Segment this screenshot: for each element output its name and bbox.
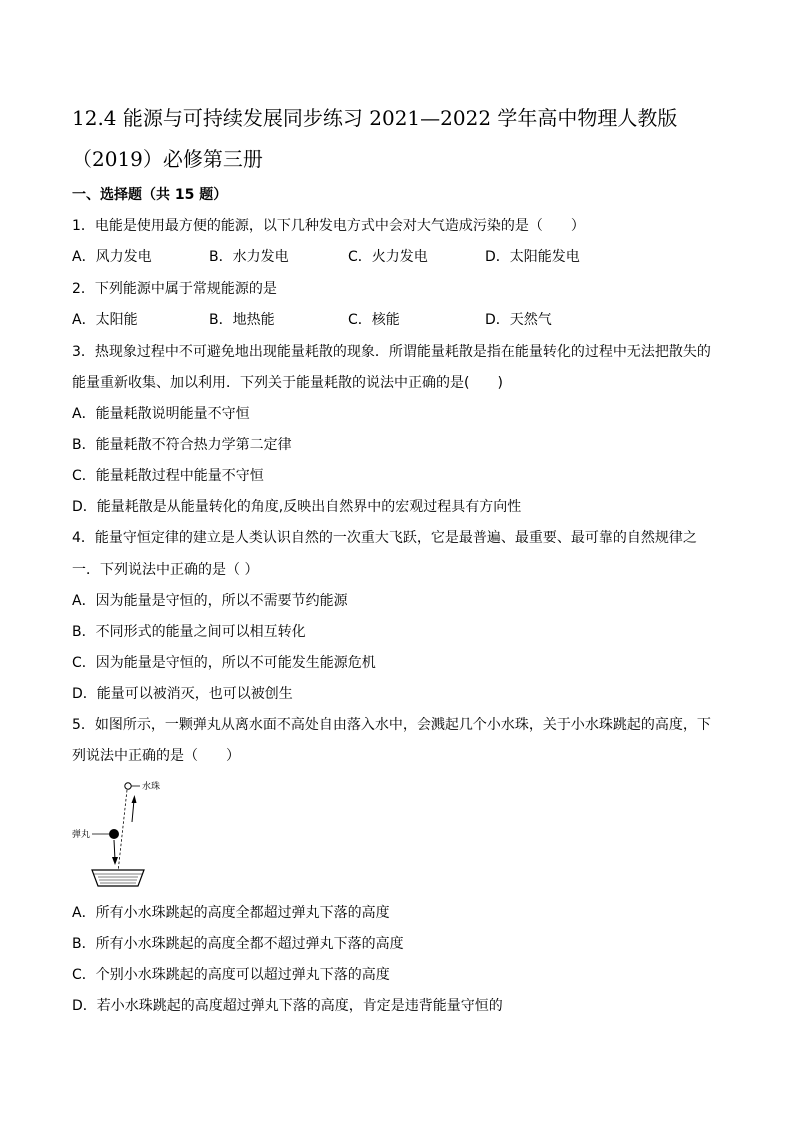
q1-option-c: C．火力发电 [348,249,428,265]
q1-option-b: B．水力发电 [209,249,289,265]
q2-option-a: A．太阳能 [72,312,138,328]
q4-option-a: A．因为能量是守恒的，所以不需要节约能源 [72,593,348,609]
basin-icon [92,870,144,886]
document-title-line-2: （2019）必修第三册 [72,147,263,171]
q3-option-d: D．能量耗散是从能量转化的角度,反映出自然界中的宏观过程具有方向性 [72,499,522,515]
q5-option-a: A．所有小水珠跳起的高度全都超过弹丸下落的高度 [72,905,390,921]
droplet-arrow-shaft [132,800,134,822]
q5-option-d: D．若小水珠跳起的高度超过弹丸下落的高度，肯定是违背能量守恒的 [72,998,503,1014]
droplet-label: 水珠 [142,782,161,792]
question-3-stem-line-1: 3．热现象过程中不可避免地出现能量耗散的现象．所谓能量耗散是指在能量转化的过程中无法把散失的 [72,344,711,360]
ball-icon [109,829,119,839]
ball-label: 弹丸 [72,830,91,840]
q4-option-b: B．不同形式的能量之间可以相互转化 [72,624,306,640]
q1-option-d: D．太阳能发电 [485,249,580,265]
question-2-stem: 2．下列能源中属于常规能源的是 [72,281,277,297]
q2-option-c: C．核能 [348,312,400,328]
ball-arrow-head [112,857,118,865]
q1-option-a: A．风力发电 [72,249,152,265]
q3-option-b: B．能量耗散不符合热力学第二定律 [72,437,292,453]
question-3-stem-line-2: 能量重新收集、加以利用．下列关于能量耗散的说法中正确的是( ) [72,375,503,391]
q2-option-b: B．地热能 [209,312,275,328]
q5-option-c: C．个别小水珠跳起的高度可以超过弹丸下落的高度 [72,967,390,983]
question-4-stem-line-2: 一．下列说法中正确的是（ ） [72,562,259,578]
droplet-arrow-head [132,795,137,803]
q5-option-b: B．所有小水珠跳起的高度全都不超过弹丸下落的高度 [72,936,404,952]
question-5-stem-line-2: 列说法中正确的是（ ） [72,748,240,764]
q3-option-c: C．能量耗散过程中能量不守恒 [72,468,264,484]
q2-option-d: D．天然气 [485,312,552,328]
droplet-icon [125,783,131,789]
question-1-stem: 1．电能是使用最方便的能源，以下几种发电方式中会对大气造成污染的是（ ） [72,218,585,234]
document-title-line-1: 12.4 能源与可持续发展同步练习 2021—2022 学年高中物理人教版 [72,106,678,130]
q4-option-d: D．能量可以被消灭，也可以被创生 [72,686,293,702]
question-5-stem-line-1: 5．如图所示，一颗弹丸从离水面不高处自由落入水中，会溅起几个小水珠，关于小水珠跳起的高度，下 [72,717,711,733]
droplet-path [118,790,127,872]
q3-option-a: A．能量耗散说明能量不守恒 [72,406,250,422]
question-5-figure [70,776,180,891]
section-heading: 一、选择题（共 15 题） [72,187,228,203]
q4-option-c: C．因为能量是守恒的，所以不可能发生能源危机 [72,655,376,671]
question-4-stem-line-1: 4．能量守恒定律的建立是人类认识自然的一次重大飞跃，它是最普遍、最重要、最可靠的自然规律之 [72,530,697,546]
